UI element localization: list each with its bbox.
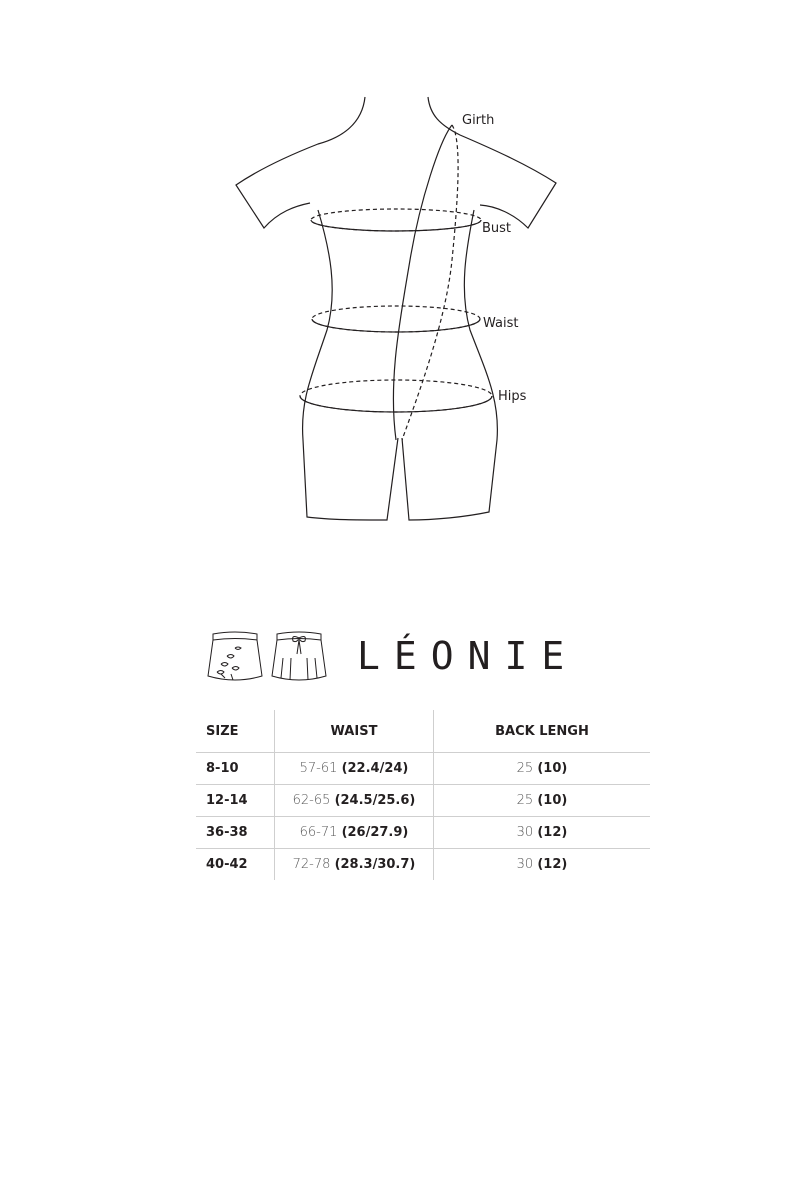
back-cm: 30 bbox=[516, 857, 534, 872]
table-row bbox=[196, 817, 650, 849]
back-length-cell bbox=[434, 753, 651, 785]
back-cm: 25 bbox=[516, 793, 534, 808]
size-cell: 36-38 bbox=[196, 817, 275, 849]
size-column-header: SIZE bbox=[206, 723, 239, 739]
product-header bbox=[205, 628, 655, 688]
waist-label: Waist bbox=[483, 316, 519, 331]
waist-in: (28.3/30.7) bbox=[334, 857, 416, 872]
back-in: (10) bbox=[537, 761, 568, 776]
table-header-row bbox=[196, 710, 650, 753]
back-length-column-header: BACK LENGH bbox=[434, 710, 651, 753]
waist-in: (26/27.9) bbox=[341, 825, 409, 840]
measurement-figure bbox=[200, 85, 600, 535]
skirt-back-icon bbox=[269, 628, 329, 686]
body-measurement-figure-icon bbox=[200, 85, 600, 535]
back-in: (12) bbox=[537, 825, 568, 840]
back-in: (10) bbox=[537, 793, 568, 808]
back-cm: 30 bbox=[516, 825, 534, 840]
waist-cm: 72-78 bbox=[292, 857, 331, 872]
waist-cell bbox=[275, 817, 434, 849]
back-in: (12) bbox=[537, 857, 568, 872]
size-cell: 8-10 bbox=[196, 753, 275, 785]
back-length-cell bbox=[434, 785, 651, 817]
back-cm: 25 bbox=[516, 761, 534, 776]
waist-cm: 66-71 bbox=[299, 825, 338, 840]
size-cell: 12-14 bbox=[196, 785, 275, 817]
waist-cell bbox=[275, 785, 434, 817]
size-cell: 40-42 bbox=[196, 849, 275, 881]
table-row bbox=[196, 753, 650, 785]
product-title: LÉONIE bbox=[357, 634, 579, 678]
waist-cm: 57-61 bbox=[299, 761, 338, 776]
skirt-front-icon bbox=[205, 628, 265, 686]
waist-column-header: WAIST bbox=[275, 710, 434, 753]
size-chart-table bbox=[196, 710, 650, 880]
waist-in: (24.5/25.6) bbox=[334, 793, 416, 808]
waist-cell bbox=[275, 753, 434, 785]
waist-cm: 62-65 bbox=[292, 793, 331, 808]
bust-label: Bust bbox=[482, 221, 512, 236]
back-length-cell bbox=[434, 817, 651, 849]
girth-label: Girth bbox=[462, 113, 495, 128]
table-row bbox=[196, 785, 650, 817]
waist-in: (22.4/24) bbox=[341, 761, 409, 776]
back-length-cell bbox=[434, 849, 651, 881]
hips-label: Hips bbox=[498, 389, 527, 404]
table-row bbox=[196, 849, 650, 881]
waist-cell bbox=[275, 849, 434, 881]
